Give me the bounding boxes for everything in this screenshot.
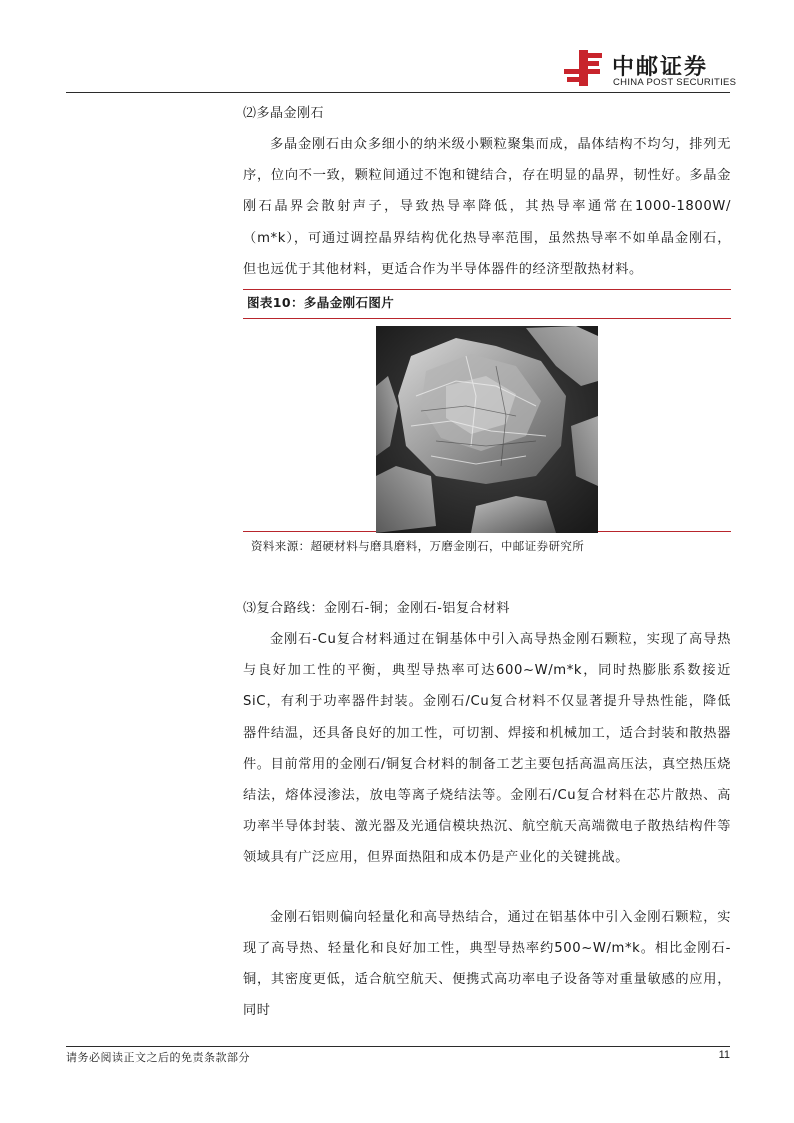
- paragraph-diamond-aluminum: 金刚石铝则偏向轻量化和高导热结合，通过在铝基体中引入金刚石颗粒，实现了高导热、轻量化和良好加工性，典型导热率约500~W/m*k。相比金刚石-铜，其密度更低，适合航空航天、便携式高功率电子设备等对重量敏感的应用，同时: [243, 909, 731, 1019]
- polycrystalline-diamond-photo: [376, 326, 598, 533]
- section-heading-composite: ⑶复合路线：金刚石-铜；金刚石-铝复合材料: [243, 601, 510, 617]
- figure-10: [243, 289, 731, 565]
- brand-name-en: CHINA POST SECURITIES: [613, 77, 737, 88]
- china-post-logo-icon: [562, 48, 604, 88]
- header-divider: [66, 92, 730, 93]
- page-number: 11: [718, 1049, 730, 1061]
- paragraph-diamond-copper: 金刚石-Cu复合材料通过在铜基体中引入高导热金刚石颗粒，实现了高导热与良好加工性的平衡，典型导热率可达600~W/m*k，同时热膨胀系数接近SiC，有利于功率器件封装。金刚石/Cu复合材料不仅显著提升导热性能，降低器件结温，还具备良好的加工性，可切割、焊接和机械加工，适合封装和散热器件。目前常用的金刚石/铜复合材料的制备工艺主要包括高温高压法，真空热压烧结法，熔体浸渗法，放电等离子烧结法等。金刚石/Cu复合材料在芯片散热、高功率半导体封装、激光器及光通信模块热沉、航空航天高端微电子散热结构件等领域具有广泛应用，但界面热阻和成本仍是产业化的关键挑战。: [243, 632, 731, 866]
- figure-title: 图表10：多晶金刚石图片: [247, 295, 395, 311]
- brand-name-cn: 中邮证券: [612, 55, 709, 80]
- brand-logo: [562, 48, 737, 90]
- section-heading-polycrystalline: ⑵多晶金刚石: [243, 106, 325, 121]
- paragraph-polycrystalline: 多晶金刚石由众多细小的纳米级小颗粒聚集而成，晶体结构不均匀，排列无序，位向不一致，颗粒间通过不饱和键结合，存在明显的晶界，韧性好。多晶金刚石晶界会散射声子，导致热导率降低，其热导率通常在1000-1800W/（m*k），可通过调控晶界结构优化热导率范围，虽然热导率不如单晶金刚石，但也远优于其他材料，更适合作为半导体器件的经济型散热材料。: [243, 137, 731, 277]
- report-body: [243, 98, 731, 1026]
- footer-divider: [66, 1046, 730, 1047]
- figure-source: 资料来源：超硬材料与磨具磨料，万磨金刚石，中邮证券研究所: [251, 539, 585, 554]
- footer-disclaimer: 请务必阅读正文之后的免责条款部分: [66, 1051, 250, 1064]
